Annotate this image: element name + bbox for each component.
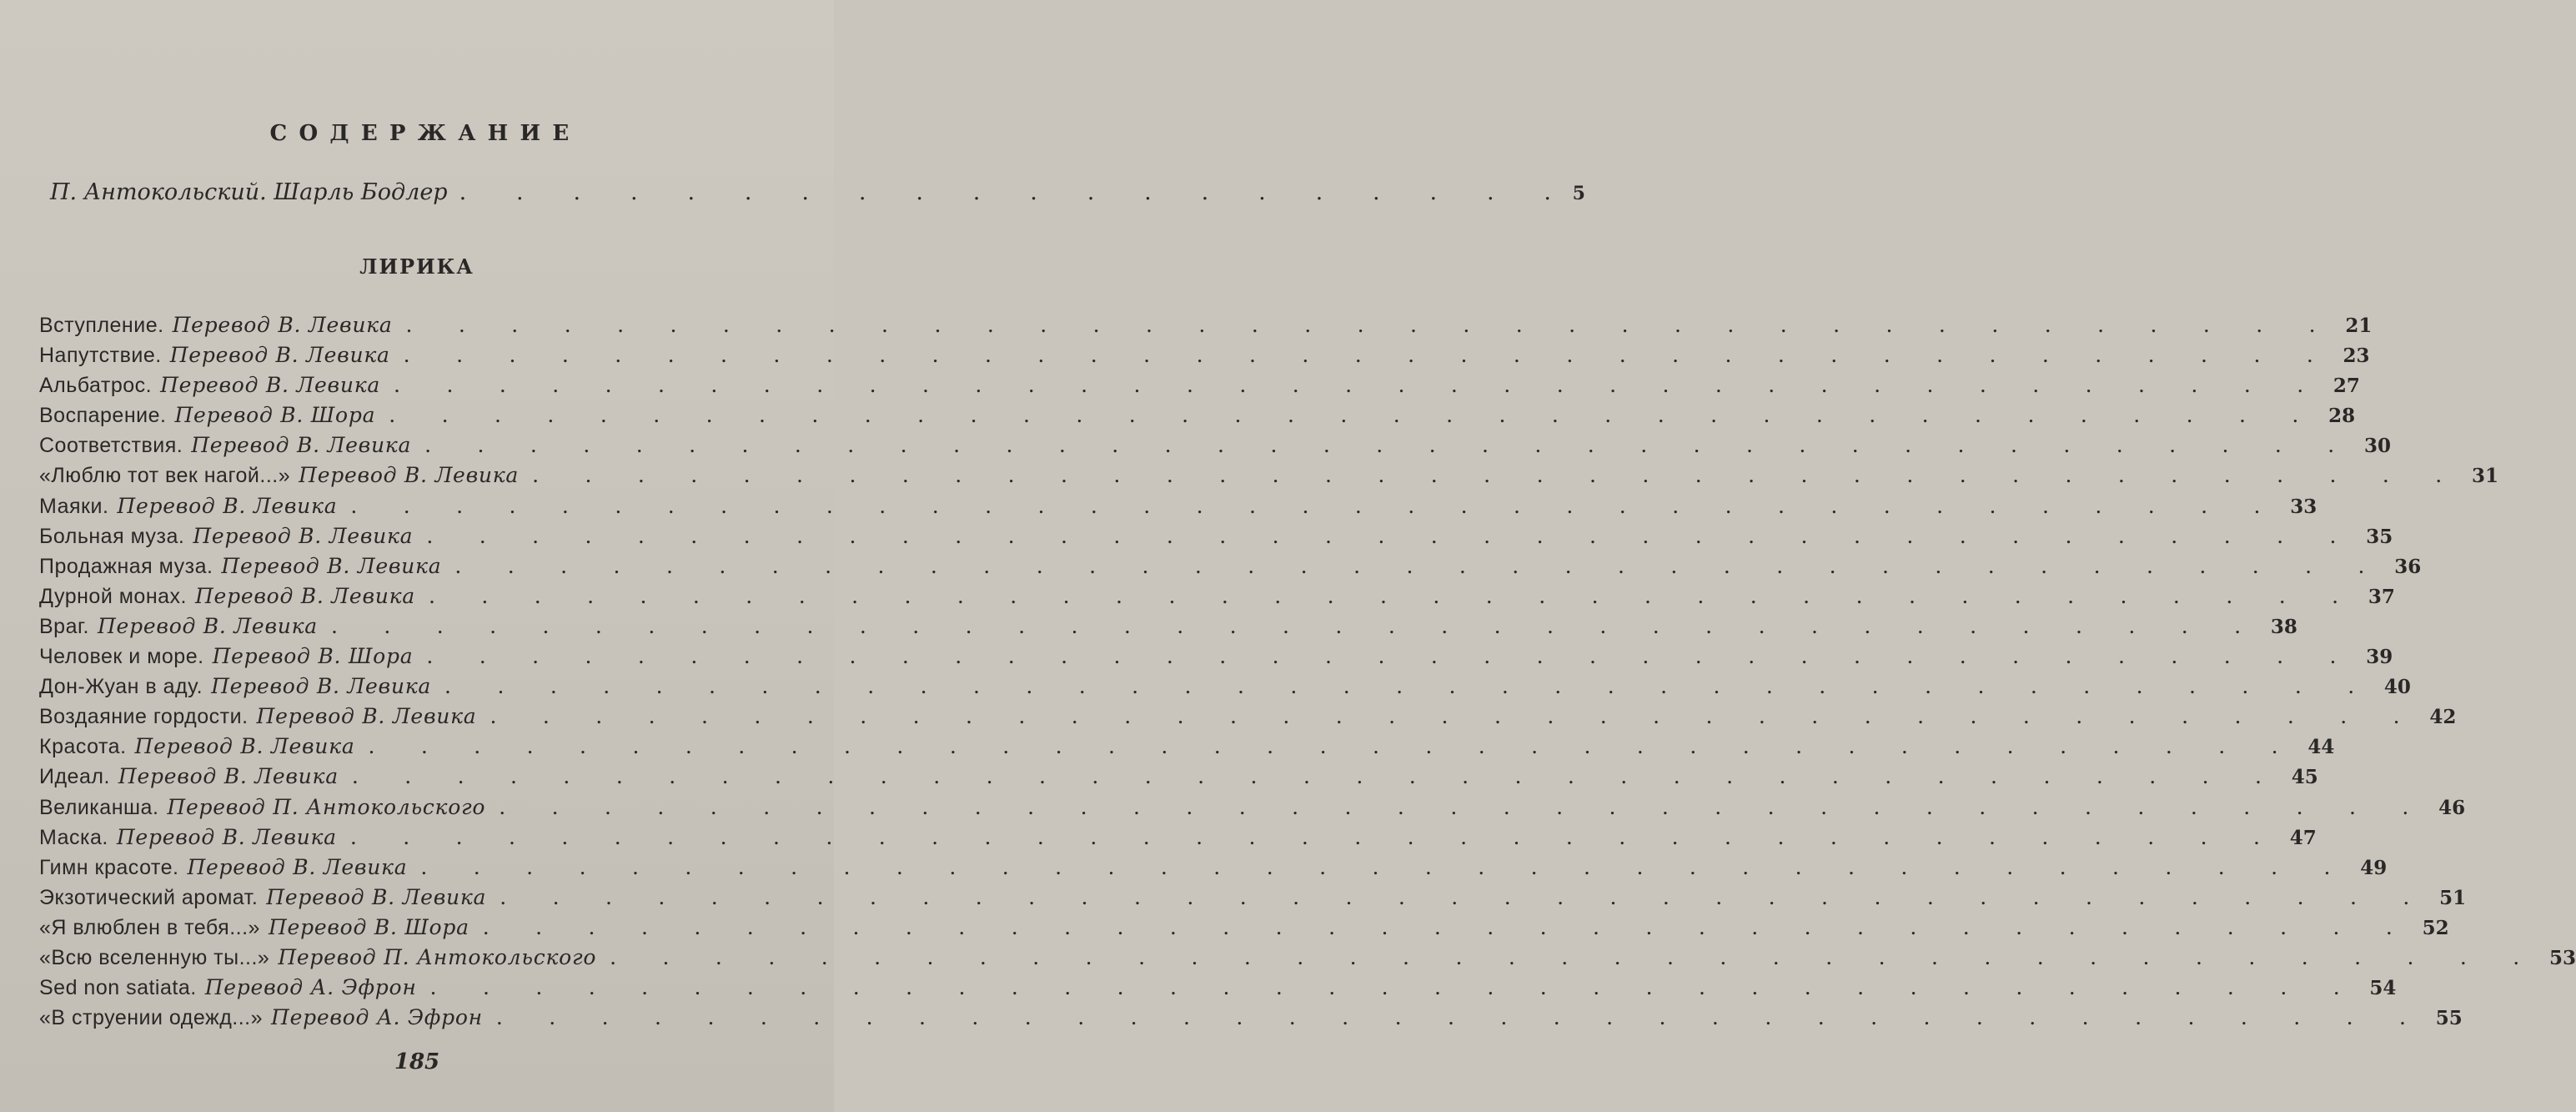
entry-page-number: 28 [2328,405,2356,428]
entry-title: Воздаяние гордости. [39,705,249,729]
entry-title: Красота. [39,735,127,759]
entry-title: Маска. [39,825,108,849]
leader-dots: . . . . . . . . . . . . . . . . . . . . . . . . . . . . . . . . . . . . . [532,463,2462,488]
folio-page-number: 185 [394,1049,440,1074]
toc-entry [39,734,2335,764]
entry-title: Экзотический аромат. [39,885,259,909]
toc-entry [39,914,2449,945]
toc-entry [39,463,2498,493]
entry-title: «Я влюблен в тебя...» [39,915,260,939]
entry-translation: Перевод В. Левика [117,493,338,518]
entry-page-number: 55 [2435,1007,2463,1030]
entry-translation: Перевод В. Левика [160,373,381,398]
leader-dots: . . . . . . . . . . . . . . . . . . . . . . . . . . . . . . . . . . . . . [426,523,2357,548]
entry-translation: Перевод В. Левика [118,764,339,789]
entry-translation: Перевод А. Эфрон [271,1005,483,1030]
entry-translation: Перевод В. Левика [211,674,432,699]
entry-page-number: 35 [2366,525,2393,548]
entry-title: Человек и море. [39,645,204,669]
leader-dots: . . . . . . . . . . . . . . . . . . . . [459,179,1573,205]
entry-title: Воспарение. [39,404,167,428]
entry-title: «Всю вселенную ты...» [39,945,270,969]
entry-page-number: 40 [2383,676,2411,699]
entry-page-number: 39 [2366,646,2393,669]
entry-title: Sed non satiata. [39,976,197,1000]
leader-dots: . . . . . . . . . . . . . . . . . . . . . . . . . . . . . . . . . . . . . [500,884,2430,909]
leader-dots: . . . . . . . . . . . . . . . . . . . . . . . . . . . . . . . . . . . . . [350,493,2281,518]
leader-dots: . . . . . . . . . . . . . . . . . . . . . . . . . . . . . . . . . . . . . [428,583,2358,608]
entry-translation: Перевод В. Левика [191,433,412,458]
intro-page-number: 5 [1572,183,1585,204]
toc-entry [39,403,2356,433]
entry-page-number: 51 [2439,886,2467,909]
toc-entry [39,553,2422,584]
entry-translation: Перевод В. Шора [268,914,470,939]
leader-dots: . . . . . . . . . . . . . . . . . . . . . . . . . . . . . . . . . . . . . [610,944,2540,969]
entry-title: Больная муза. [39,524,185,548]
entry-translation: Перевод В. Левика [193,523,414,548]
leader-dots: . . . . . . . . . . . . . . . . . . . . . . . . . . . . . . . . . . . . . [330,613,2261,638]
leader-dots: . . . . . . . . . . . . . . . . . . . . . . . . . . . . . . . . . . . . . [499,794,2429,819]
entry-page-number: 27 [2332,375,2360,398]
leader-dots: . . . . . . . . . . . . . . . . . . . . . . . . . . . . . . . . . . . . . [429,975,2360,1000]
leader-dots: . . . . . . . . . . . . . . . . . . . . . . . . . . . . . . . . . . . . . [351,764,2282,789]
entry-translation: Перевод В. Левика [266,884,487,909]
entry-title: Дон-Жуан в аду. [39,675,203,699]
entry-page-number: 23 [2343,345,2370,368]
leader-dots: . . . . . . . . . . . . . . . . . . . . . . . . . . . . . . . . . . . . . [495,1005,2426,1030]
entry-translation: Перевод П. Антокольского [278,944,597,969]
toc-entry [39,1005,2463,1035]
entry-title: Идеал. [39,765,110,789]
leader-dots: . . . . . . . . . . . . . . . . . . . . . . . . . . . . . . . . . . . . . [349,824,2280,849]
leader-dots: . . . . . . . . . . . . . . . . . . . . . . . . . . . . . . . . . . . . . [420,854,2351,879]
entry-translation: Перевод В. Левика [172,313,393,337]
leader-dots: . . . . . . . . . . . . . . . . . . . . . . . . . . . . . . . . . . . . . [490,704,2420,729]
leader-dots: . . . . . . . . . . . . . . . . . . . . . . . . . . . . . . . . . . . . . [394,373,2323,398]
entry-page-number: 30 [2364,435,2392,458]
entry-title: Маяки. [39,494,109,518]
intro-entry [50,179,1585,213]
toc-list [39,313,2576,1035]
entry-page-number: 47 [2289,826,2317,849]
entry-page-number: 37 [2368,585,2395,608]
entry-translation: Перевод В. Левика [187,854,408,879]
toc-entry [39,764,2318,794]
toc-entry [39,433,2392,463]
entry-title: Вступление. [39,314,164,337]
toc-entry [39,704,2457,734]
leader-dots: . . . . . . . . . . . . . . . . . . . . . . . . . . . . . . . . . . . . . [454,553,2385,578]
toc-entry [39,343,2370,373]
entry-page-number: 46 [2438,796,2466,819]
entry-translation: Перевод В. Левика [116,824,337,849]
entry-title: Продажная муза. [39,554,213,578]
entry-title: Напутствие. [39,344,162,368]
entry-title: «В струении одежд...» [39,1006,264,1030]
toc-entry [39,313,2373,343]
entry-title: «Люблю тот век нагой...» [39,464,291,488]
toc-entry [39,884,2467,915]
page-heading: СОДЕРЖАНИЕ [269,121,581,146]
entry-title: Враг. [39,614,89,638]
entry-page-number: 33 [2290,495,2317,518]
leader-dots: . . . . . . . . . . . . . . . . . . . . . . . . . . . . . . . . . . . . . [426,644,2357,669]
toc-entry [39,854,2388,885]
entry-translation: Перевод В. Шора [174,403,376,428]
entry-page-number: 36 [2394,555,2422,578]
entry-translation: Перевод В. Левика [221,553,442,578]
entry-translation: Перевод А. Эфрон [204,975,417,1000]
toc-entry [39,824,2317,855]
entry-page-number: 54 [2369,977,2397,1000]
toc-entry [39,583,2395,614]
toc-entry [39,644,2393,674]
entry-page-number: 53 [2549,946,2576,969]
leader-dots: . . . . . . . . . . . . . . . . . . . . . . . . . . . . . . . . . . . . . [424,433,2355,458]
entry-translation: Перевод В. Левика [169,343,390,368]
entry-title: Великанша. [39,795,159,819]
section-heading: ЛИРИКА [359,254,475,279]
toc-entry [39,975,2397,1005]
toc-entry [39,794,2466,825]
entry-page-number: 44 [2307,736,2335,759]
entry-translation: Перевод В. Левика [256,704,477,729]
entry-page-number: 42 [2429,706,2457,729]
toc-entry [39,944,2576,975]
toc-entry [39,674,2411,704]
entry-title: Дурной монах. [39,584,187,608]
entry-translation: Перевод В. Левика [299,463,520,488]
entry-page-number: 49 [2360,856,2388,879]
toc-entry [39,523,2393,554]
entry-translation: Перевод В. Левика [194,583,415,608]
leader-dots: . . . . . . . . . . . . . . . . . . . . . . . . . . . . . . . . . . . . . [444,674,2374,699]
leader-dots: . . . . . . . . . . . . . . . . . . . . . . . . . . . . . . . . . . . . . [368,734,2298,759]
toc-entry [39,613,2297,644]
toc-entry [39,373,2360,403]
entry-page-number: 31 [2471,465,2498,488]
leader-dots: . . . . . . . . . . . . . . . . . . . . . . . . . . . . . . . . . . . . . [405,313,2336,337]
entry-translation: Перевод В. Шора [212,644,414,669]
entry-translation: Перевод П. Антокольского [167,794,486,819]
leader-dots: . . . . . . . . . . . . . . . . . . . . . . . . . . . . . . . . . . . . . [403,343,2333,368]
entry-translation: Перевод В. Левика [98,613,318,638]
leader-dots: . . . . . . . . . . . . . . . . . . . . . . . . . . . . . . . . . . . . . [482,914,2413,939]
entry-page-number: 21 [2345,314,2373,337]
toc-entry [39,493,2317,524]
entry-title: Альбатрос. [39,374,153,398]
entry-page-number: 45 [2291,766,2318,789]
entry-title: Соответствия. [39,434,183,458]
leader-dots: . . . . . . . . . . . . . . . . . . . . . . . . . . . . . . . . . . . . . [389,403,2319,428]
entry-page-number: 52 [2422,916,2449,939]
entry-title: Гимн красоте. [39,855,179,879]
entry-page-number: 38 [2270,615,2297,638]
entry-translation: Перевод В. Левика [134,734,355,759]
intro-title: П. Антокольский. Шарль Бодлер [50,179,448,205]
